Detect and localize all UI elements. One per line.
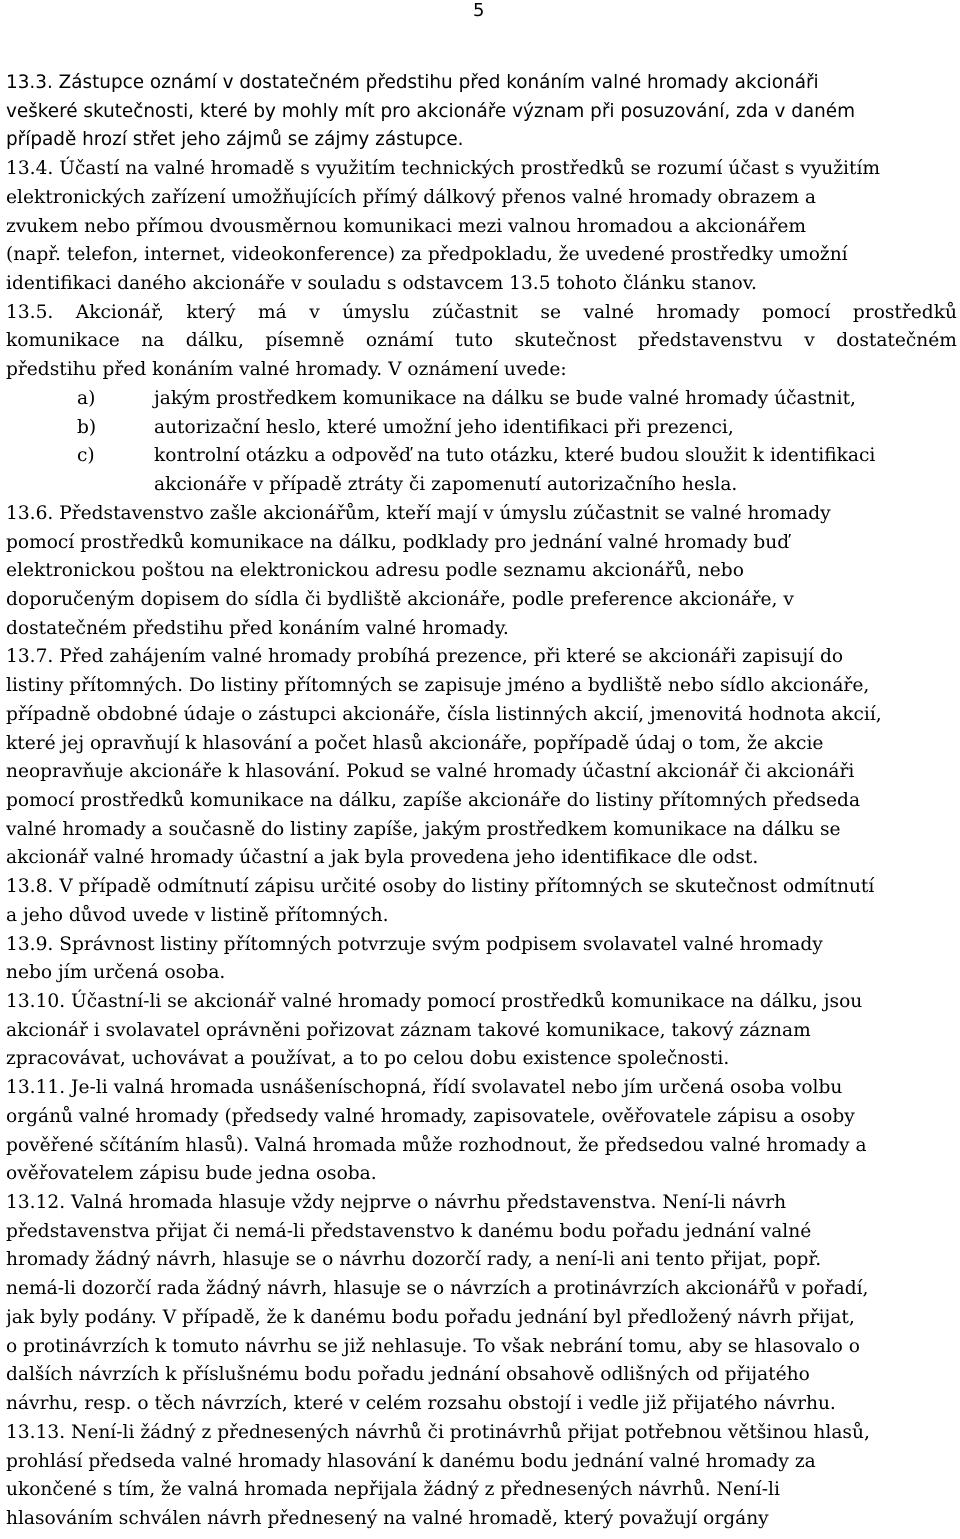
text-line: 13.4. Účastí na valné hromadě s využitím technických prostředků se rozumí účast s využitím [6, 158, 881, 180]
text-line: hromady žádný návrh, hlasuje se o návrhu dozorčí rady, a není-li ani tento přijat, popř. [6, 1249, 822, 1271]
list-item-text: autorizační heslo, které umožní jeho identifikaci při prezenci, [154, 416, 734, 438]
text-line: 13.8. V případě odmítnutí zápisu určité osoby do listiny přítomných se skutečnost odmítnutí [6, 876, 875, 898]
text-line: 13.3. Zástupce oznámí v dostatečném předstihu před konáním valné hromady akcionáři [6, 72, 819, 93]
text-line: ukončené s tím, že valná hromada nepřijala žádný z přednesených návrhů. Není-li [6, 1479, 780, 1501]
text-line: listiny přítomných. Do listiny přítomných se zapisuje jméno a bydliště nebo sídlo akcionáře, [6, 675, 870, 697]
text-line: ověřovatelem zápisu bude jedna osoba. [6, 1163, 377, 1185]
text-line: (např. telefon, internet, videokonference) za předpokladu, že uvedené prostředky umožní [6, 244, 848, 266]
text-line: představenstva přijat či nemá-li představenstvo k danému bodu pořadu jednání valné [6, 1220, 812, 1242]
text-line: dalších návrzích k příslušnému bodu pořadu jednání obsahově odlišných od přijatého [6, 1364, 810, 1386]
list-marker: a) [77, 387, 96, 409]
page-number: 5 [473, 0, 485, 21]
text-line: které jej opravňují k hlasování a počet hlasů akcionáře, popřípadě údaj o tom, že akcie [6, 732, 824, 754]
text-line: 13.12. Valná hromada hlasuje vždy nejprve o návrhu představenstva. Není-li návrh [6, 1192, 787, 1214]
text-line: akcionář i svolavatel oprávněni pořizovat záznam takové komunikace, takový záznam [6, 1019, 811, 1041]
list-item [6, 414, 957, 443]
text-line: nemá-li dozorčí rada žádný návrh, hlasuje se o návrzích a protinávrzích akcionářů v pořadí, [6, 1278, 869, 1300]
text-line: akcionáře v případě ztráty či zapomenutí autorizačního hesla. [154, 474, 738, 496]
text-line: 13.11. Je-li valná hromada usnášeníschopná, řídí svolavatel nebo jím určená osoba volbu [6, 1077, 843, 1099]
text-line: pomocí prostředků komunikace na dálku, zapíše akcionáře do listiny přítomných předseda [6, 789, 861, 811]
text-line: pověřené sčítáním hlasů). Valná hromada může rozhodnout, že předsedou valné hromady a [6, 1134, 867, 1156]
text-line: orgánů valné hromady (předsedy valné hromady, zapisovatele, ověřovatele zápisu a osoby [6, 1105, 855, 1127]
list-item-text: jakým prostředkem komunikace na dálku se bude valné hromady účastnit, [154, 387, 856, 409]
text-line: veškeré skutečnosti, které by mohly mít pro akcionáře význam při posuzování, zda v daném [6, 100, 856, 122]
list-marker: c) [77, 445, 95, 467]
text-line: návrhu, resp. o těch návrzích, které v celém rozsahu obstojí i vedle již přijatého návrhu. [6, 1393, 836, 1415]
text-line: pomocí prostředků komunikace na dálku, podklady pro jednání valné hromady buď [6, 531, 790, 553]
text-line: jak byly podány. V případě, že k danému bodu pořadu jednání byl předložený návrh přijat, [6, 1306, 855, 1328]
document-body [6, 69, 957, 1534]
text-line: zvukem nebo přímou dvousměrnou komunikaci mezi valnou hromadou a akcionářem [6, 215, 806, 237]
text-line: zpracovávat, uchovávat a používat, a to po celou dobu existence společnosti. [6, 1048, 730, 1070]
text-line: 13.13. Není-li žádný z přednesených návrhů či protinávrhů přijat potřebnou většinou hlasů, [6, 1421, 870, 1443]
text-line: prohlásí předseda valné hromady hlasování k danému bodu jednání valné hromady za [6, 1450, 816, 1472]
text-line: nebo jím určená osoba. [6, 962, 226, 984]
text-line: hlasováním schválen návrh přednesený na valné hromadě, který považují orgány [6, 1507, 769, 1529]
text-line: 13.5. Akcionář, který má v úmyslu zúčastnit se valné hromady pomocí prostředků [6, 301, 957, 323]
text-line: případně obdobné údaje o zástupci akcionáře, čísla listinných akcií, jmenovitá hodnota akcií, [6, 703, 882, 725]
text-line: dostatečném předstihu před konáním valné hromady. [6, 617, 509, 639]
text-line: elektronických zařízení umožňujících přímý dálkový přenos valné hromady obrazem a [6, 186, 816, 208]
text-line: doporučeným dopisem do sídla či bydliště akcionáře, podle preference akcionáře, v [6, 588, 794, 610]
text-line: akcionář valné hromady účastní a jak byla provedena jeho identifikace dle odst. [6, 847, 759, 869]
text-line: 13.10. Účastní-li se akcionář valné hromady pomocí prostředků komunikace na dálku, jsou [6, 991, 863, 1012]
text-line: o protinávrzích k tomuto návrhu se již nehlasuje. To však nebrání tomu, aby se hlasovalo o [6, 1335, 860, 1357]
text-line: případě hrozí střet jeho zájmů se zájmy zástupce. [6, 129, 464, 151]
text-line: 13.9. Správnost listiny přítomných potvrzuje svým podpisem svolavatel valné hromady [6, 933, 823, 955]
text-line: 13.6. Představenstvo zašle akcionářům, kteří mají v úmyslu zúčastnit se valné hromady [6, 502, 831, 524]
text-line: komunikace na dálku, písemně oznámí tuto skutečnost představenstvu v dostatečném [6, 330, 957, 352]
list-item [6, 385, 957, 414]
text-line: předstihu před konáním valné hromady. V oznámení uvede: [6, 359, 567, 381]
text-line: identifikaci daného akcionáře v souladu s odstavcem 13.5 tohoto článku stanov. [6, 273, 757, 295]
list-item [6, 442, 957, 471]
list-item-text: kontrolní otázku a odpověď na tuto otázku, které budou sloužit k identifikaci [154, 445, 876, 467]
list-marker: b) [77, 416, 97, 438]
text-line: neopravňuje akcionáře k hlasování. Pokud se valné hromady účastní akcionář či akcionáři [6, 761, 855, 783]
text-line: a jeho důvod uvede v listině přítomných. [6, 904, 389, 926]
text-line: 13.7. Před zahájením valné hromady probíhá prezence, při které se akcionáři zapisují do [6, 646, 844, 668]
text-line: valné hromady a současně do listiny zapíše, jakým prostředkem komunikace na dálku se [6, 818, 841, 840]
text-line: elektronickou poštou na elektronickou adresu podle seznamu akcionářů, nebo [6, 560, 744, 582]
